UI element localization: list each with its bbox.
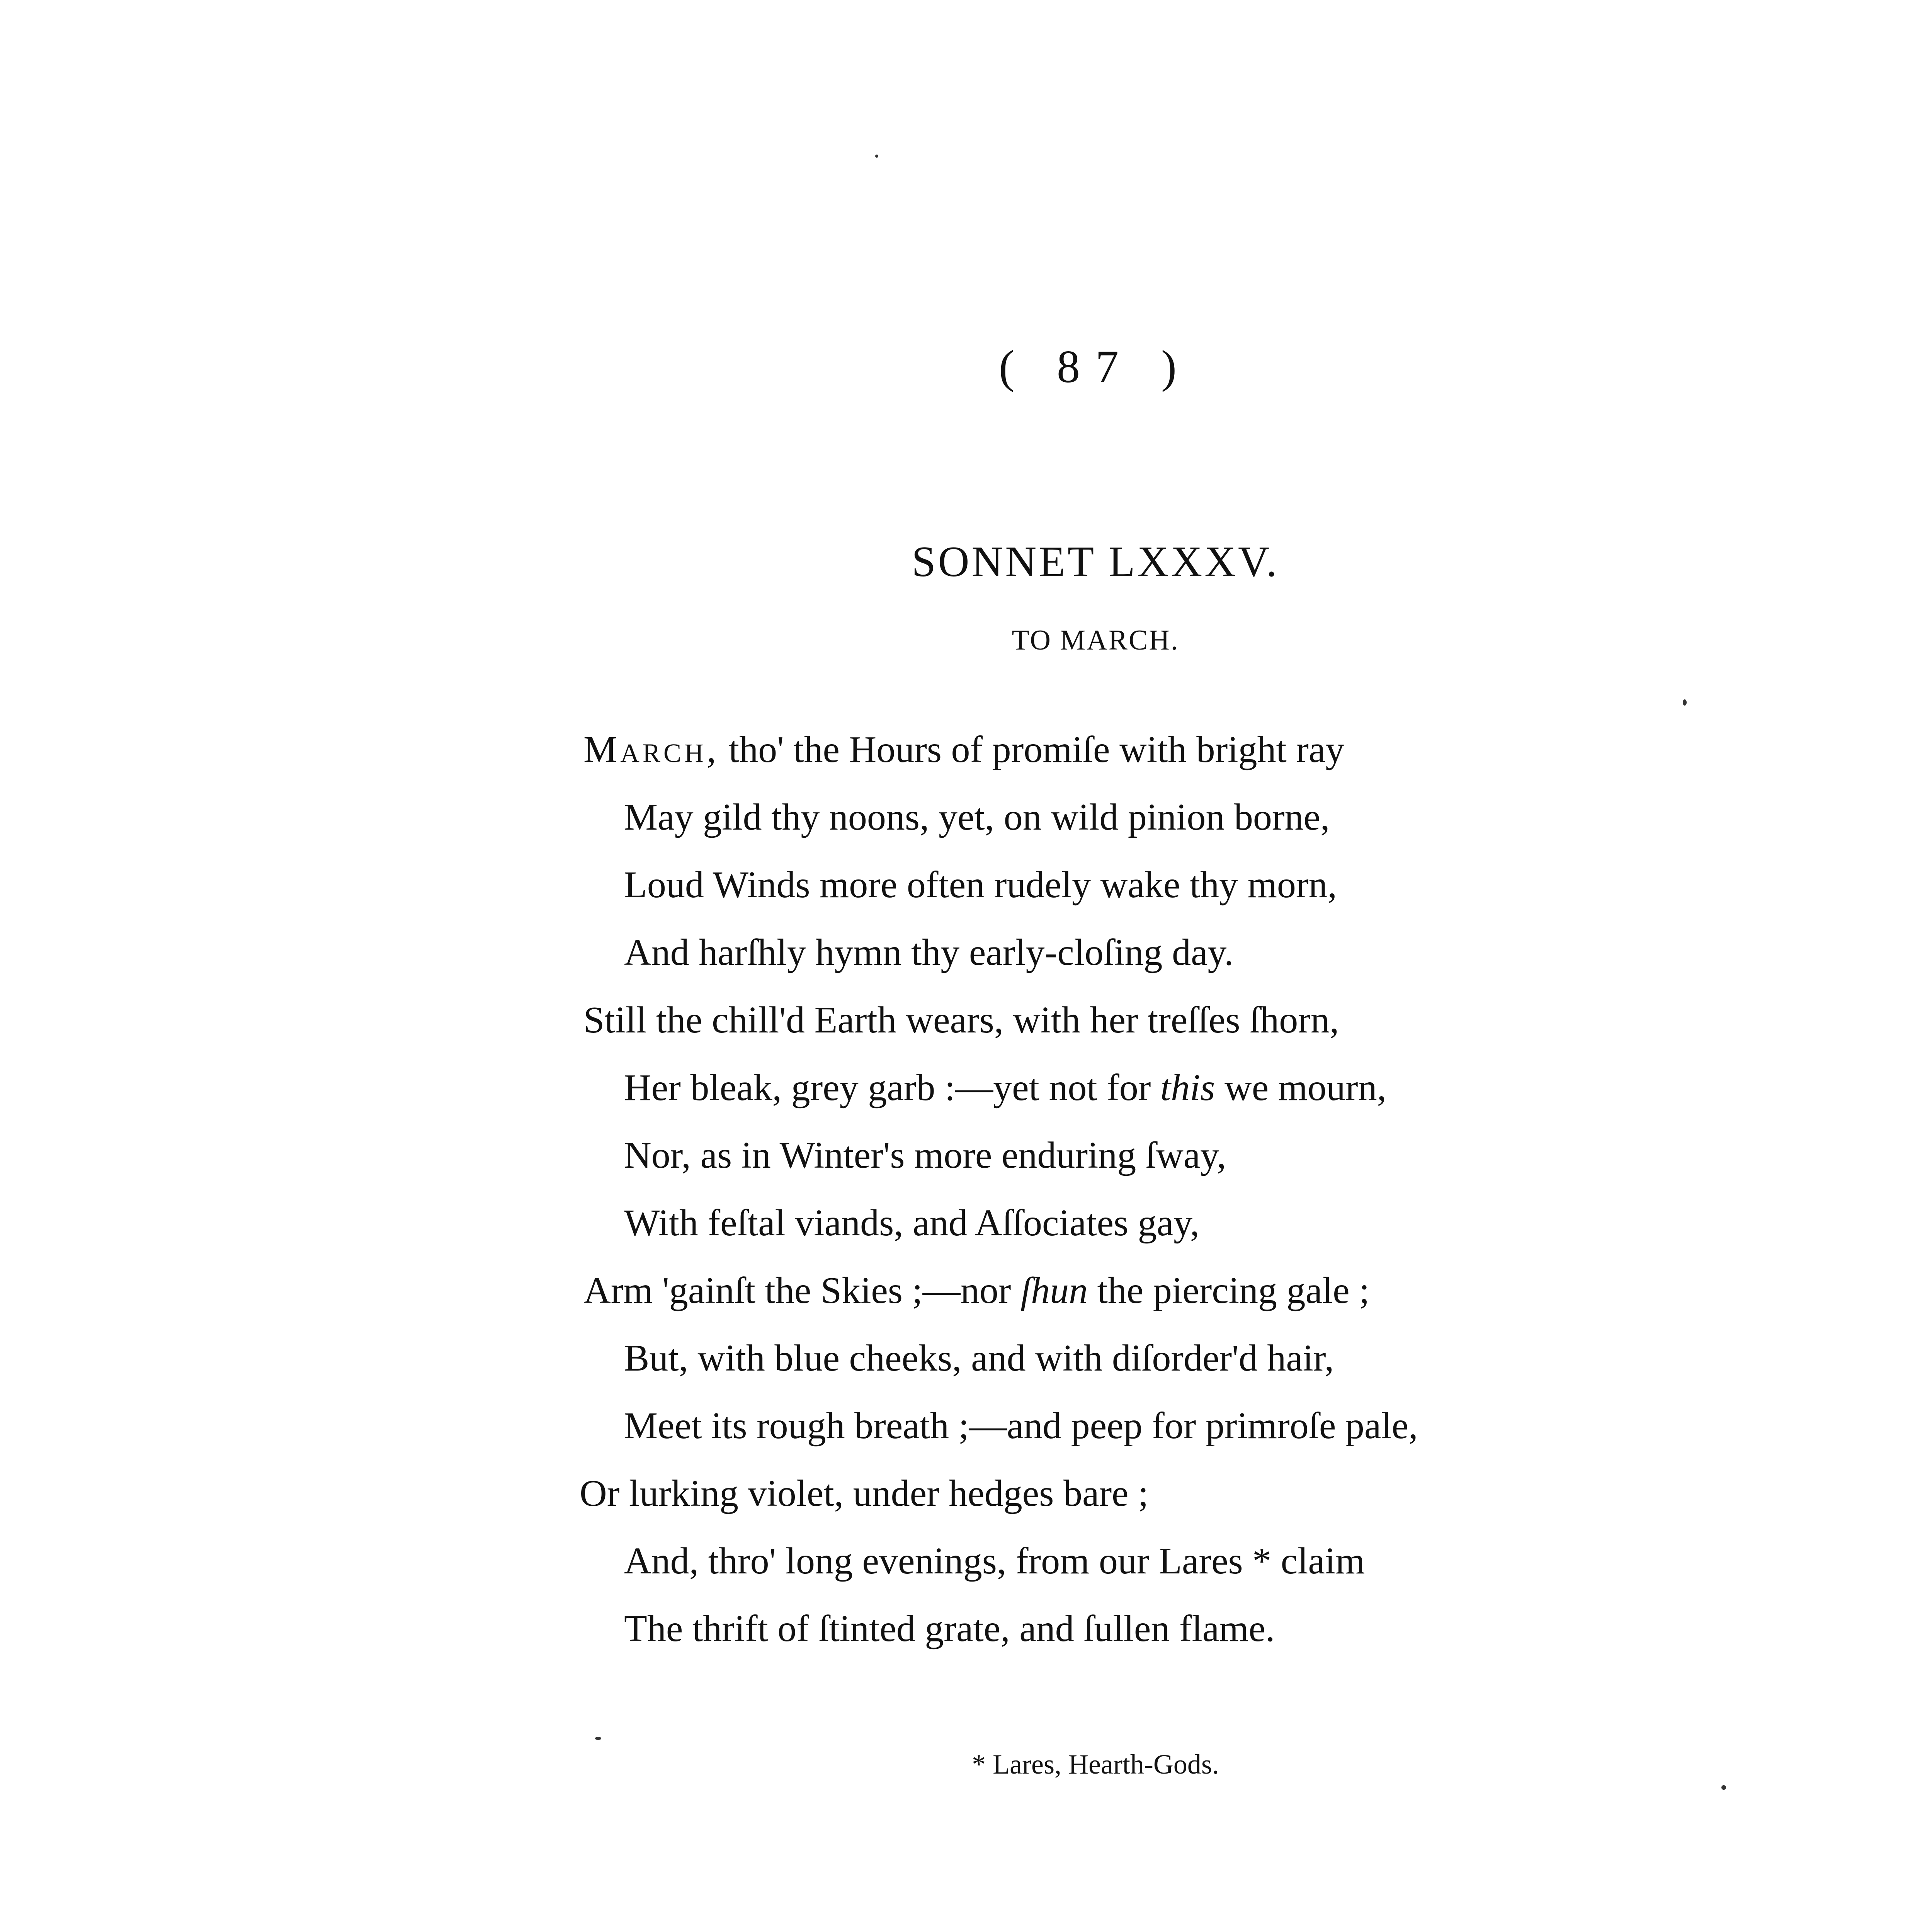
poem-line-6-after: we mourn, xyxy=(1215,1067,1387,1109)
footnote: * Lares, Hearth-Gods. xyxy=(972,1749,1219,1780)
poem-line-9-before: Arm 'gainſt the Skies ;—nor xyxy=(583,1270,1020,1311)
page-number: ( 87 ) xyxy=(999,341,1192,392)
poem-line-6-before: Her bleak, grey garb :—yet not for xyxy=(624,1067,1160,1109)
scan-speck xyxy=(1683,699,1687,706)
sonnet-subtitle: TO MARCH. xyxy=(1012,624,1179,656)
poem-line-6 xyxy=(624,1065,1386,1111)
poem-line-2: May gild thy noons, yet, on wild pinion borne, xyxy=(624,796,1330,838)
scan-speck xyxy=(875,155,878,158)
poem-line-14: The thrift of ſtinted grate, and ſullen flame. xyxy=(624,1608,1275,1650)
poem-line-13: And, thro' long evenings, from our Lares * claim xyxy=(624,1540,1365,1582)
poem-line-9-after: the piercing gale ; xyxy=(1088,1270,1370,1311)
poem-line-11: Meet its rough breath ;—and peep for primroſe pale, xyxy=(624,1405,1418,1447)
poem-line-1-lead: March, xyxy=(583,729,719,770)
poem-line-1-rest: tho' the Hours of promiſe with bright ray xyxy=(719,729,1345,770)
poem-line-7: Nor, as in Winter's more enduring ſway, xyxy=(624,1134,1226,1176)
scan-speck xyxy=(595,1737,601,1740)
sonnet-title: SONNET LXXXV. xyxy=(912,538,1279,586)
poem-line-9 xyxy=(583,1267,1369,1314)
poem-line-10: But, with blue cheeks, and with diſorder'd hair, xyxy=(624,1337,1334,1379)
poem-line-1 xyxy=(583,726,1344,773)
poem-line-6-italic: this xyxy=(1160,1067,1215,1109)
poem-line-9-italic: ſhun xyxy=(1020,1270,1088,1311)
poem-line-3: Loud Winds more often rudely wake thy morn, xyxy=(624,864,1337,906)
poem-line-8: With feſtal viands, and Aſſociates gay, xyxy=(624,1202,1200,1244)
poem-line-12: Or lurking violet, under hedges bare ; xyxy=(580,1473,1149,1514)
scan-speck xyxy=(1721,1785,1726,1790)
poem-line-5: Still the chill'd Earth wears, with her treſſes ſhorn, xyxy=(583,999,1339,1041)
poem-line-4: And harſhly hymn thy early-cloſing day. xyxy=(624,932,1234,973)
